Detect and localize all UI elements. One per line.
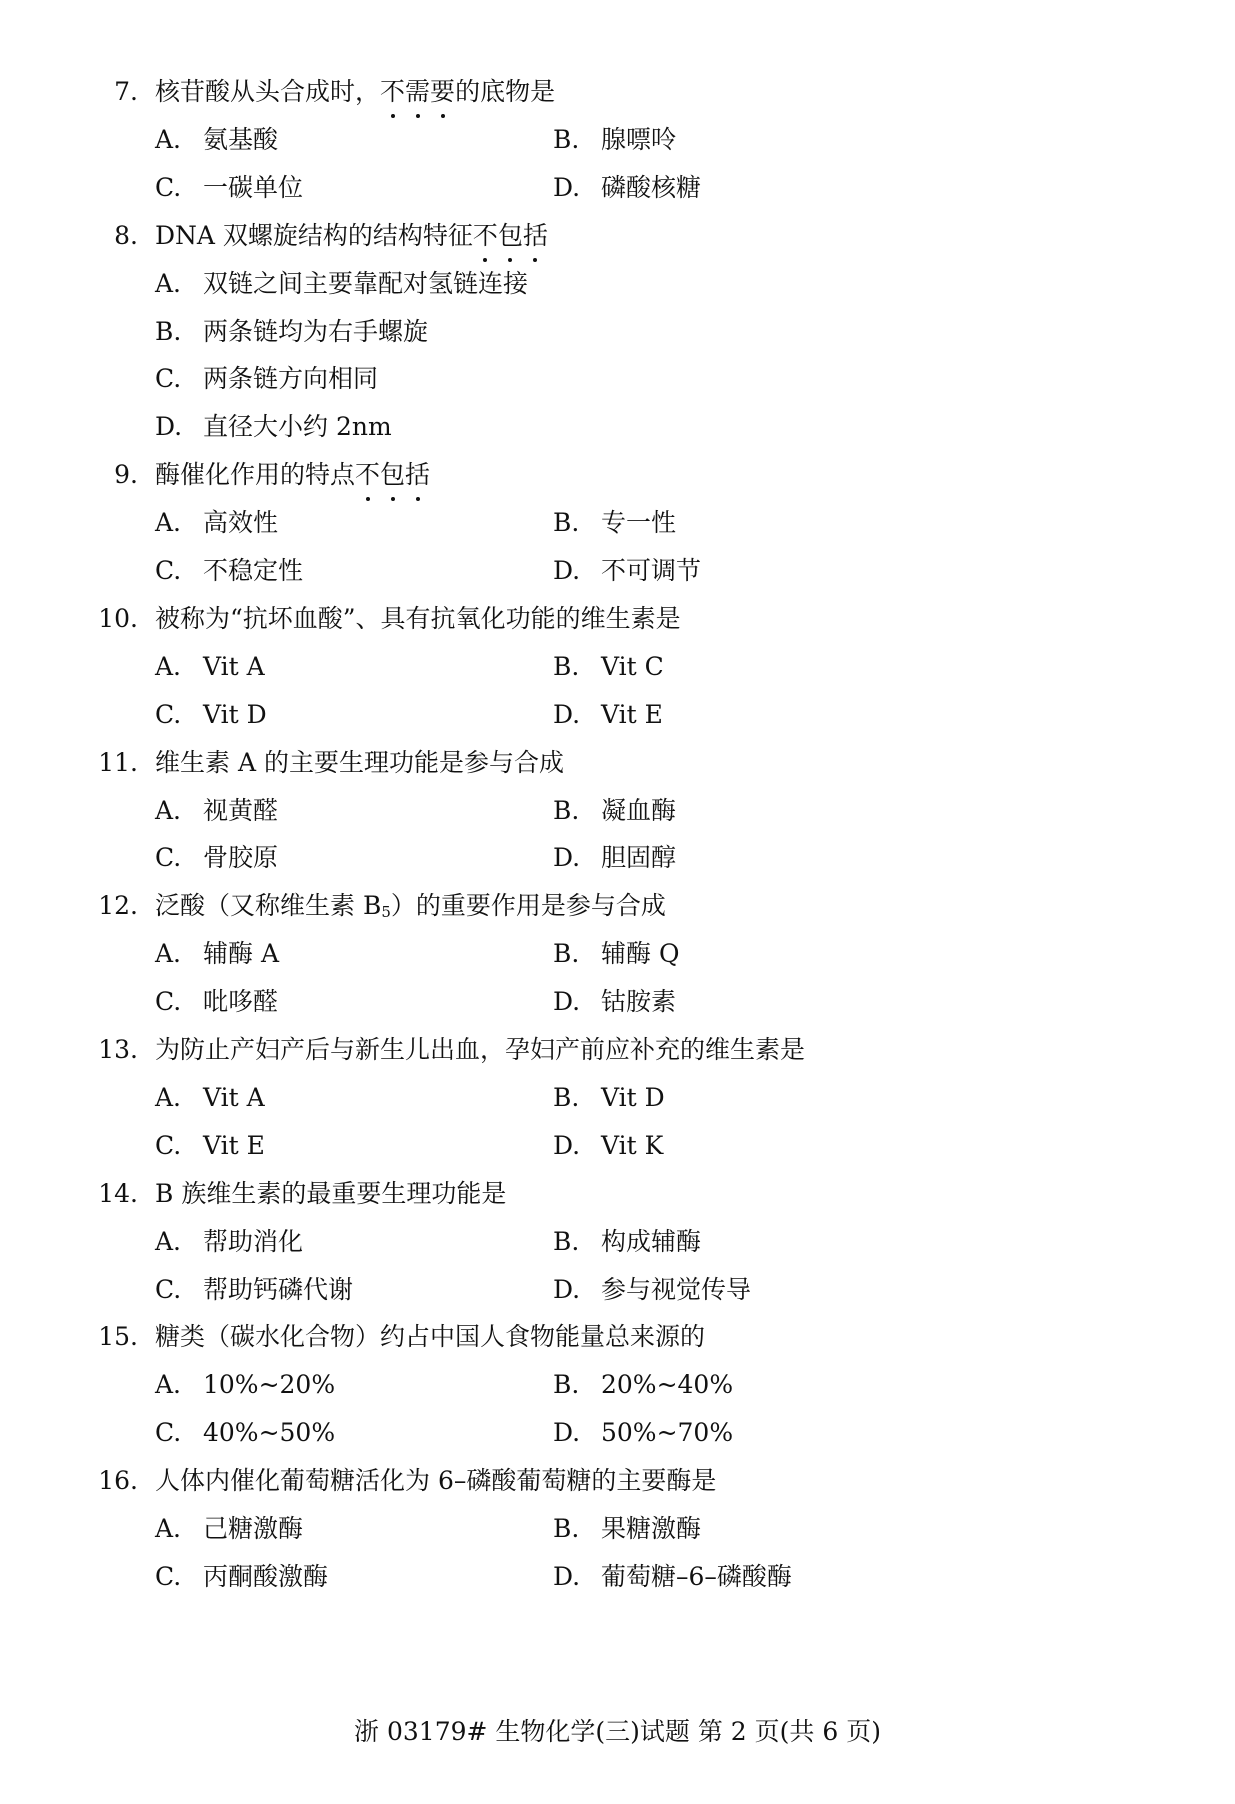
option-text: Vit A	[203, 1082, 265, 1112]
option-label: A.	[155, 1514, 182, 1543]
option-label: D.	[553, 556, 581, 585]
option	[155, 1222, 303, 1262]
option	[553, 1222, 701, 1262]
option	[155, 264, 528, 304]
question-number: 13.	[98, 1035, 138, 1064]
option-text: 高效性	[203, 508, 279, 538]
option-label: B.	[553, 1226, 580, 1256]
question-number: 8.	[114, 220, 138, 250]
option-label: C.	[155, 1561, 182, 1591]
page-footer: 浙 03179# 生物化学(三)试题 第 2 页(共 6 页)	[354, 1717, 881, 1746]
option	[155, 695, 267, 735]
option	[553, 551, 701, 591]
option-text: 葡萄糖–6–磷酸酶	[601, 1561, 792, 1591]
option	[155, 934, 279, 974]
emphasis-char: 不	[380, 72, 405, 112]
option	[155, 120, 278, 160]
option-label: B.	[553, 124, 580, 154]
option-label: D.	[553, 1418, 581, 1448]
option	[553, 1365, 733, 1405]
option-text: Vit E	[601, 699, 663, 729]
option-label: C.	[155, 843, 182, 873]
option-text: 一碳单位	[203, 172, 304, 202]
option-label: A.	[155, 1370, 182, 1400]
option-label: B.	[553, 795, 580, 825]
option-text: 氨基酸	[203, 124, 279, 154]
option-label: B.	[553, 508, 580, 538]
option-text: 构成辅酶	[601, 1226, 702, 1256]
option-text: 腺嘌呤	[601, 124, 677, 154]
question-text: 泛酸（又称维生素 $B_5$）的重要作用是参与合成	[155, 891, 666, 922]
option-text: 专一性	[601, 508, 677, 538]
option-text: 钴胺素	[601, 987, 677, 1017]
option-text: Vit A	[203, 651, 265, 681]
option-label: D.	[553, 843, 581, 873]
option-label: D.	[155, 412, 183, 442]
emphasis-char: 要	[430, 72, 455, 112]
question-text: 核苷酸从头合成时，不需要的底物是	[155, 72, 555, 112]
option	[155, 1270, 353, 1310]
option-label: A.	[155, 795, 182, 825]
option-label: D.	[553, 987, 581, 1017]
option-text: 辅酶 A	[203, 939, 280, 969]
option	[553, 838, 676, 878]
option-text: 己糖激酶	[203, 1514, 304, 1543]
option-label: A.	[155, 1226, 182, 1256]
option-text: 吡哆醛	[203, 987, 279, 1017]
option-label: C.	[155, 1418, 182, 1448]
option-label: C.	[155, 172, 182, 202]
option-label: B.	[553, 939, 580, 969]
question-number: 7.	[114, 77, 138, 106]
option-text: 胆固醇	[601, 843, 677, 873]
subscript: 5	[381, 903, 391, 922]
option-text: 两条链方向相同	[203, 364, 379, 394]
emphasis-char: 需	[405, 72, 430, 112]
emphasis-char: 括	[405, 455, 430, 495]
question-text: 人体内催化葡萄糖活化为 6–磷酸葡萄糖的主要酶是	[155, 1466, 717, 1496]
option-label: A.	[155, 651, 182, 681]
option	[155, 168, 303, 208]
option-text: 双链之间主要靠配对氢链连接	[203, 268, 529, 298]
emphasis-char: 不	[355, 455, 380, 495]
option-text: 骨胶原	[203, 843, 279, 873]
question-number: 11.	[98, 747, 138, 777]
option	[553, 503, 676, 543]
option	[553, 1557, 792, 1597]
option	[553, 647, 664, 687]
question-number: 12.	[98, 891, 138, 921]
option-text: 不可调节	[601, 556, 702, 585]
option-label: B.	[155, 316, 182, 346]
option	[155, 503, 278, 543]
question-number: 9.	[114, 460, 138, 490]
option	[155, 1365, 335, 1405]
option-label: C.	[155, 1274, 182, 1304]
question-number: 10.	[98, 603, 138, 633]
option-text: 不稳定性	[203, 556, 304, 585]
question-text: 被称为“抗坏血酸”、具有抗氧化功能的维生素是	[155, 603, 681, 633]
option-text: Vit D	[601, 1082, 665, 1112]
option-label: C.	[155, 556, 182, 585]
option	[155, 359, 378, 399]
emphasis-char: 不	[473, 216, 498, 256]
option	[155, 407, 392, 447]
option-label: D.	[553, 1130, 581, 1160]
option-text: 磷酸核糖	[601, 172, 702, 202]
option-label: B.	[553, 651, 580, 681]
option	[155, 1557, 328, 1597]
option	[553, 1509, 701, 1549]
option-text: 丙酮酸激酶	[203, 1561, 329, 1591]
option	[155, 791, 278, 831]
option-text: Vit C	[601, 651, 664, 681]
emphasis-char: 包	[380, 455, 405, 495]
option-label: A.	[155, 939, 182, 969]
option	[553, 791, 676, 831]
option	[553, 120, 676, 160]
option	[553, 1270, 751, 1310]
option-label: A.	[155, 268, 182, 298]
option	[553, 982, 676, 1022]
option	[553, 168, 701, 208]
option-text: 辅酶 Q	[601, 939, 680, 969]
option-text: 参与视觉传导	[601, 1274, 752, 1304]
option-text: Vit E	[203, 1130, 265, 1160]
question-text: DNA 双螺旋结构的结构特征不包括	[155, 216, 548, 256]
option	[553, 1126, 663, 1166]
option	[155, 1126, 265, 1166]
option-label: C.	[155, 1130, 182, 1160]
question-text: 糖类（碳水化合物）约占中国人食物能量总来源的	[155, 1322, 706, 1352]
option-text: 10%~20%	[203, 1370, 336, 1400]
option-text: 视黄醛	[203, 795, 279, 825]
option	[155, 312, 428, 352]
option	[155, 1413, 335, 1453]
option-text: 直径大小约 2nm	[203, 412, 392, 442]
option-text: Vit K	[601, 1130, 664, 1160]
question-text: 为防止产妇产后与新生儿出血，孕妇产前应补充的维生素是	[155, 1035, 806, 1064]
option-text: 20%~40%	[601, 1370, 734, 1400]
option-label: B.	[553, 1082, 580, 1112]
option	[553, 1078, 665, 1118]
question-number: 16.	[98, 1466, 138, 1496]
option	[155, 647, 265, 687]
option-label: C.	[155, 987, 182, 1017]
emphasis-char: 括	[523, 216, 548, 256]
option	[155, 838, 278, 878]
option-label: C.	[155, 364, 182, 394]
option-label: D.	[553, 1561, 581, 1591]
question-text: B 族维生素的最重要生理功能是	[155, 1178, 507, 1208]
option-label: D.	[553, 172, 581, 202]
option-label: A.	[155, 124, 182, 154]
option-text: 凝血酶	[601, 795, 677, 825]
option	[553, 695, 663, 735]
option-text: 果糖激酶	[601, 1514, 702, 1543]
option-label: D.	[553, 699, 581, 729]
option	[553, 1413, 733, 1453]
option-text: 两条链均为右手螺旋	[203, 316, 429, 346]
option-text: 帮助钙磷代谢	[203, 1274, 354, 1304]
option-label: C.	[155, 699, 182, 729]
question-number: 14.	[98, 1178, 138, 1208]
emphasis-char: 包	[498, 216, 523, 256]
question-text: 维生素 A 的主要生理功能是参与合成	[155, 747, 564, 777]
option	[553, 934, 679, 974]
option-label: D.	[553, 1274, 581, 1304]
option-text: 50%~70%	[601, 1418, 734, 1448]
option-label: B.	[553, 1370, 580, 1400]
option	[155, 551, 303, 591]
option	[155, 1078, 265, 1118]
option	[155, 1509, 303, 1549]
option-label: A.	[155, 508, 182, 538]
option-text: 40%~50%	[203, 1418, 336, 1448]
option	[155, 982, 278, 1022]
option-label: A.	[155, 1082, 182, 1112]
option-text: Vit D	[203, 699, 267, 729]
option-label: B.	[553, 1514, 580, 1543]
question-text: 酶催化作用的特点不包括	[155, 455, 430, 495]
question-number: 15.	[98, 1322, 138, 1352]
option-text: 帮助消化	[203, 1226, 304, 1256]
